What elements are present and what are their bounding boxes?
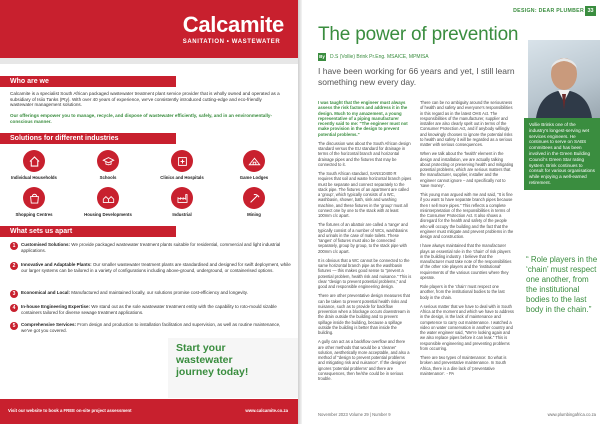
column-paragraph: There are two types of maintenance: So what is broken and preventative maintenance. In South Africa, there is a dire lack of 'preventative maintenance'. - PA <box>420 355 507 376</box>
item-title: In-house Engineering Expertise: <box>21 304 91 309</box>
column-paragraph: There can be no ambiguity around the seriousness of health and safety and everyone's responsibilities in this regard as in the latest OHS Act. The responsibilities of the manufacturer, supplier and installer are also clearly spelt out in terms of the Consumer Protection Act, and if anybody willingly and knowingly chooses to ignore the potential risks to health and safety it will be regarded as a serious matter with serious consequences. <box>420 100 513 147</box>
article-column-1 <box>318 100 412 385</box>
industry-label: Industrial <box>172 212 192 217</box>
journey-line: wastewater <box>176 354 233 366</box>
item-title: Economical and Local: <box>21 290 71 295</box>
lodge-icon <box>248 155 261 168</box>
column-paragraph: A serious matter that we have to deal with in South Africa at the moment and which we have to address in the design, is the lack of maintenance and competence to carry out maintenance. I watched a video on water conservation in another country and the water engineer said, "We're looking again and we also replace pipes before it can leak." This is responsible engineering and preventing problems from occurring. <box>420 303 514 351</box>
section-tag: DESIGN: DEAR PLUMBER <box>513 8 584 14</box>
industry-label: Housing Developments <box>84 212 132 217</box>
industry-housing <box>78 187 138 217</box>
author-photo <box>528 40 600 118</box>
brand-header <box>0 0 298 58</box>
journey-line: journey today! <box>176 366 249 378</box>
item-title: Innovative and Adaptable Plants: <box>21 262 92 267</box>
industry-lodges <box>224 150 284 180</box>
item-text: Our smaller wastewater treatment plants are standardised and designed for swift deployment, while our larger systems can be tailored in a variety of configurations including above-ground, underground, or containerised options. <box>21 262 291 273</box>
item-number: 1 <box>10 242 18 250</box>
who-offerings: Our offerings empower you to manage, recycle, and dispose of wastewater efficiently, safely, and in an environmentally-conscious manner. <box>10 113 272 124</box>
industry-households <box>4 150 64 180</box>
byline: D.S (Vollie) Brink Pr.Eng. MSAICE, MPMISA <box>330 54 429 60</box>
shopping-icon <box>28 192 41 205</box>
item-title: Customised Solutions: <box>21 242 71 247</box>
set-apart-heading: What sets us apart <box>0 226 176 237</box>
issue-info: November 2023 Volume 29 | Number 9 <box>318 412 391 417</box>
left-page <box>0 0 298 424</box>
item-number: 5 <box>10 322 18 330</box>
housing-icon <box>102 192 115 205</box>
mining-icon <box>248 192 261 205</box>
industry-label: Game Lodges <box>239 175 269 180</box>
assessment-link[interactable]: Visit our website to book a FREE on-site project assessment <box>8 408 132 413</box>
calcamite-logo <box>183 12 284 45</box>
byline-badge: By <box>319 54 325 59</box>
house-icon <box>28 155 41 168</box>
solutions-heading: Solutions for different industries <box>0 133 176 144</box>
logo-tagline: SANITATION • WASTEWATER <box>182 39 281 45</box>
column-paragraph: The South African standard, SANS10400 R requires that soil and waste horizontal branch pipes must be separate and connect separately to the stack pipe. The fixtures of an apartment are called a 'group', which typically consists of a WC, washbasin, shower, bath, sink and washing machine, and these fixtures in the 'group' must all connect one by one to the stack with at least 100mm c/c apart. <box>318 171 412 218</box>
factory-icon <box>176 192 189 205</box>
column-paragraph: There are other preventative design measures that can be taken to prevent potential health risks and nuisance, such as to provide for backflow prevention when a blockage occurs downstream in the drain outside the building and to prevent spillage inside the building, because a spillage outside the building is better than inside the building. <box>318 293 410 335</box>
left-footer <box>0 399 298 424</box>
industry-label: Shopping Centres <box>15 212 53 217</box>
item-text: From design and production to installation facilitation and supervision, as well as routine maintenance, we've got you covered. <box>21 322 281 333</box>
item-number: 4 <box>10 304 18 312</box>
column-paragraph: It is obvious that a WC cannot be connected to the same horizontal branch pipe as the washbasin fixtures — this makes good sense to "prevent a potential problem, health risk and nuisance." This is clear "design to prevent potential problems," and good and responsible engineering design. <box>318 257 412 289</box>
author-bio: Vollie Brinks one of the industry's longest-serving wet services engineers. He continues to serve on SABS committees and has been involved in the Green Building Council's Green Star rating system. Brink continues to consult for various organisations while enjoying a well-earned retirement. <box>524 118 600 190</box>
column-paragraph: When we talk about the 'health' element in the design and installation, we are actually talking about protecting or preserving health and mitigating potential problems, which are serious matters that the manufacturer, supplier, installer and the engineer cannot ignore – and specifically not to 'save money'. <box>420 151 514 188</box>
item-text: Manufactured and maintained locally, our solutions promise cost-efficiency and longevity. <box>71 290 248 295</box>
industry-industrial <box>152 187 212 217</box>
industry-label: Schools <box>99 175 117 180</box>
item-number: 2 <box>10 262 18 270</box>
calcamite-website-link[interactable]: www.calcamite.co.za <box>245 408 288 413</box>
plumbing-africa-website-link[interactable]: www.plumbingafrica.co.za <box>547 412 596 417</box>
item-text: We provide packaged wastewater treatment plants suitable for residential, commercial and light industrial applications. <box>21 242 281 253</box>
pull-quote: “ Role players in the ‘chain’ must respect one another, from the institutional bodies to the last body in the chain.” <box>526 255 598 314</box>
column-paragraph: The discussion was about the South African design standard versus the EU standard for drainage in terms of the horizontal branch and horizontal drainage pipes and the fixtures that may be connected to it. <box>318 140 411 167</box>
hospital-icon <box>176 155 189 168</box>
who-heading: Who are we <box>0 76 176 87</box>
industry-mining <box>224 187 284 217</box>
article-intro: I have been working for 66 years and yet, I still learn something new every day. <box>318 66 515 87</box>
school-icon <box>102 155 115 168</box>
industry-label: Clinics and Hospitals <box>160 175 204 180</box>
column-paragraph: This young man argued with me and said, "It is fine if you want to have separate branch pipes because then I sell more pipes." This reflects a complete misinterpretation of the responsibilities in terms of the Consumer Protection Act. It also shows a disregard for the health and safety of the people who will occupy the building and the fact that the engineer must mitigate and prevent problems in the design and construction. <box>420 192 514 239</box>
logo-name: Calcamite <box>182 12 284 37</box>
article-column-2 <box>420 100 514 380</box>
page-number: 33 <box>585 6 596 16</box>
header-divider <box>0 58 298 64</box>
column-paragraph: I was taught that the engineer must always assess the risk factors and address it in the design. Much to my amazement, a young representative of a piping manufacturer recently said to me: "The engineer must not make provision in the design to prevent potential problems." <box>318 100 408 137</box>
industry-label: Mining <box>247 212 261 217</box>
industry-label: Individual Households <box>11 175 57 180</box>
right-page <box>302 0 600 424</box>
article-title: The power of prevention <box>318 24 519 45</box>
industry-schools <box>78 150 138 180</box>
who-paragraph: Calcamite is a specialist South African packaged wastewater treatment plant service provider that is wholly owned and operated as a subsidiary of Isiio Tanks (Pty). With over 40 years of experience, we've consistently introduced cutting-edge and eco-friendly wastewater management solutions. <box>10 91 280 108</box>
journey-callout <box>168 338 298 398</box>
industry-shopping <box>4 187 64 217</box>
item-text: We stand out as the sole wastewater treatment entity with the capability to roto-mould sizable containers tailored for diverse sewage treatment applications. <box>21 304 277 315</box>
item-number: 3 <box>10 290 18 298</box>
industry-clinics <box>152 150 212 180</box>
column-paragraph: I have always maintained that the manufacturer plays an essential role in the 'chain' of risk players in the building industry. I believe that the manufacturer must take note of the responsibilities of the other role players and the 'institutional' requirements of the various countries where they operate. <box>420 243 512 280</box>
journey-line: Start your <box>176 342 226 354</box>
column-paragraph: Role players in the 'chain' must respect one another, from the institutional bodies to the last body in the chain. <box>420 284 505 300</box>
item-title: Comprehensive Services: <box>21 322 77 327</box>
column-paragraph: A gully can act as a backflow overflow and there are other methods that would be a 'cleaner' solution, aesthetically more acceptable, and also a method of "design to prevent potential problems and mitigating risk and nuisance". If the designer ignores 'potential problems' and there are consequences, then he/she could be in serious trouble. <box>318 339 410 381</box>
column-paragraph: The fixtures of an abattoir are called a 'range' and typically consist of a number of WCs, washbasins and urinals in the case of male toilets. These 'ranges' of fixtures must also be connected separately, group by group, to the stack pipe with 200mm c/c apart. <box>318 222 408 254</box>
